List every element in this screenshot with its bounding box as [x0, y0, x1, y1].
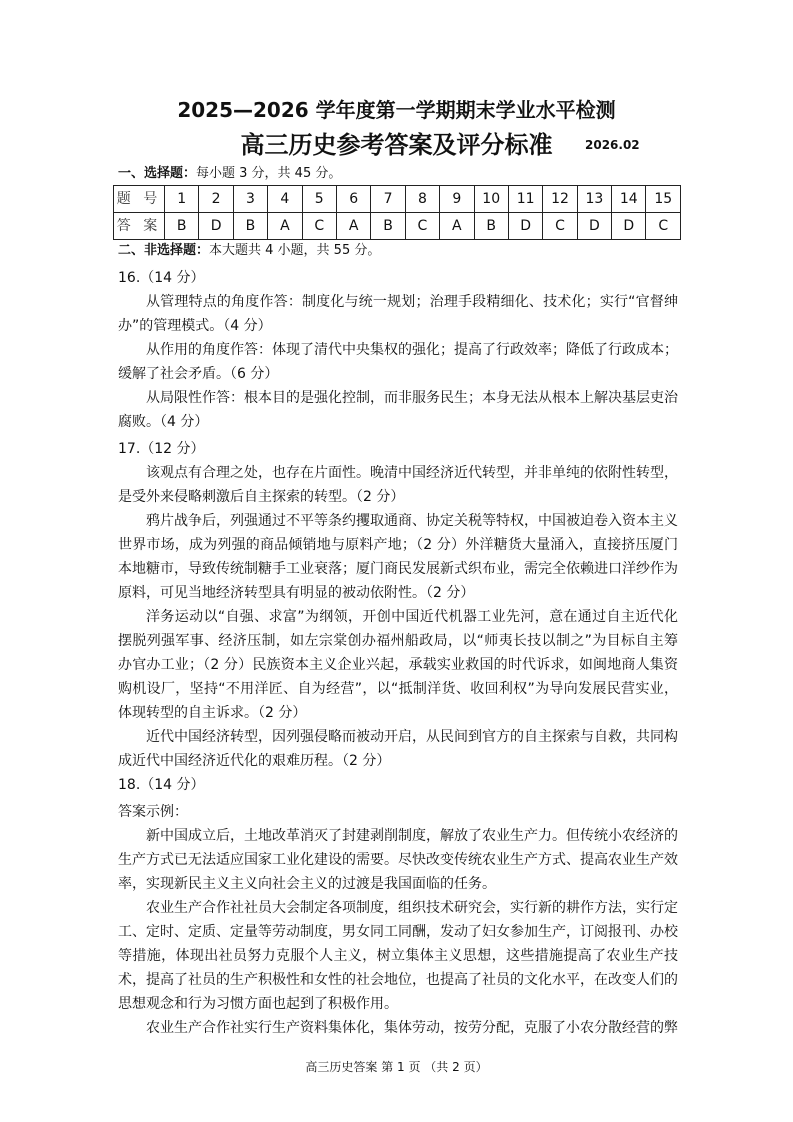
question-17-title: 17.（12 分）: [118, 441, 205, 457]
subtitle-row: [0, 128, 793, 165]
section-label: 一、选择题：: [118, 166, 197, 181]
section-desc: 每小题 3 分，共 45 分。: [196, 166, 342, 181]
paragraph: 从作用的角度作答：体现了清代中央集权的强化；提高了行政效率；降低了行政成本；缓解了社会矛盾。（6 分）: [118, 342, 678, 382]
section-1-heading: [118, 165, 793, 183]
answer-cell: A: [336, 213, 370, 240]
paragraph: 农业生产合作社社员大会制定各项制度，组织技术研究会，实行新的耕作方法，实行定工、定时、定质、定量等劳动制度，男女同工同酬，发动了妇女参加生产，订阅报刊、办校等措施，体现出社员努力克服个人主义，树立集体主义思想，这些措施提高了农业生产技术，提高了社员的生产积极性和女性的社会地位，也提高了社员的文化水平，在改变人们的思想观念和行为习惯方面也起到了积极作用。: [118, 900, 678, 1012]
answer-cell: B: [165, 213, 199, 240]
exam-title: 2025—2026 学年度第一学期期末学业水平检测: [177, 98, 616, 122]
paragraph: 该观点有合理之处，也存在片面性。晚清中国经济近代转型，并非单纯的依附性转型，是受外来侵略刺激后自主探索的转型。（2 分）: [118, 465, 678, 505]
question-number: 2: [199, 186, 233, 213]
question-number: 11: [508, 186, 542, 213]
paragraph: 鸦片战争后，列强通过不平等条约攫取通商、协定关税等特权，中国被迫卷入资本主义世界市场，成为列强的商品倾销地与原料产地；（2 分）外洋糖货大量涌入，直接挤压厦门本地糖市，导致传统制糖手工业衰落；厦门商民发展新式织布业，需完全依赖进口洋纱作为原料，可见当地经济转型具有明显的被动依附性。（2 分）: [118, 513, 678, 601]
question-number: 8: [405, 186, 439, 213]
answer-cell: B: [233, 213, 267, 240]
question-number: 6: [336, 186, 370, 213]
question-number: 9: [440, 186, 474, 213]
section-desc: 本大题共 4 小题，共 55 分。: [209, 243, 381, 258]
section-2-heading: [118, 242, 793, 260]
paragraph: 从管理特点的角度作答：制度化与统一规划；治理手段精细化、技术化；实行“官督绅办”的管理模式。（4 分）: [118, 294, 678, 334]
question-number: 12: [543, 186, 577, 213]
table-row-answers: [114, 213, 681, 240]
document-subtitle: 高三历史参考答案及评分标准: [240, 131, 553, 159]
paragraph: 从局限性作答：根本目的是强化控制，而非服务民生；本身无法从根本上解决基层吏治腐败。（4 分）: [118, 390, 678, 430]
answer-cell: A: [440, 213, 474, 240]
question-number: 10: [474, 186, 508, 213]
answer-cell: D: [508, 213, 542, 240]
answer-cell: C: [646, 213, 681, 240]
answer-cell: A: [268, 213, 302, 240]
question-number: 14: [612, 186, 646, 213]
answer-cell: C: [302, 213, 336, 240]
paragraph: 洋务运动以“自强、求富”为纲领，开创中国近代机器工业先河，意在通过自主近代化摆脱列强军事、经济压制，如左宗棠创办福州船政局，以“师夷长技以制之”为目标自主筹办官办工业；（2 分）民族资本主义企业兴起，承载实业救国的时代诉求，如闽地商人集资购机设厂，坚持“不用洋匠、自为经营”，以“抵制洋货、收回利权”为导向发展民营实业，体现转型的自主诉求。（2 分）: [118, 609, 678, 721]
answer-cell: D: [199, 213, 233, 240]
answer-cell: D: [612, 213, 646, 240]
answers-body: [118, 266, 678, 1040]
answer-cell: B: [371, 213, 405, 240]
paragraph: 近代中国经济转型，因列强侵略而被动开启，从民间到官方的自主探索与自救，共同构成近代中国经济近代化的艰难历程。（2 分）: [118, 729, 678, 769]
question-number: 7: [371, 186, 405, 213]
question-number: 13: [577, 186, 611, 213]
question-number: 15: [646, 186, 681, 213]
answer-example-label: 答案示例：: [118, 804, 188, 820]
row-header: 答 案: [114, 213, 165, 240]
table-row-numbers: [114, 186, 681, 213]
paragraph: 农业生产合作社实行生产资料集体化，集体劳动，按劳分配，克服了小农分散经营的弊: [146, 1020, 678, 1036]
paragraph: 新中国成立后，土地改革消灭了封建剥削制度，解放了农业生产力。但传统小农经济的生产方式已无法适应国家工业化建设的需要。尽快改变传统农业生产方式、提高农业生产效率，实现新民主义主义向社会主义的过渡是我国面临的任务。: [118, 828, 678, 892]
answer-cell: C: [405, 213, 439, 240]
section-label: 二、非选择题：: [118, 243, 210, 258]
row-header: 题 号: [114, 186, 165, 213]
answer-cell: B: [474, 213, 508, 240]
document-date: 2026.02: [585, 138, 640, 152]
question-number: 4: [268, 186, 302, 213]
answer-table: [113, 185, 681, 240]
question-16-title: 16.（14 分）: [118, 270, 205, 286]
question-number: 3: [233, 186, 267, 213]
question-number: 5: [302, 186, 336, 213]
answer-cell: D: [577, 213, 611, 240]
answer-cell: C: [543, 213, 577, 240]
question-number: 1: [165, 186, 199, 213]
question-18-title: 18.（14 分）: [118, 777, 205, 793]
page-footer: 高三历史答案 第 1 页 （共 2 页）: [305, 1060, 488, 1074]
